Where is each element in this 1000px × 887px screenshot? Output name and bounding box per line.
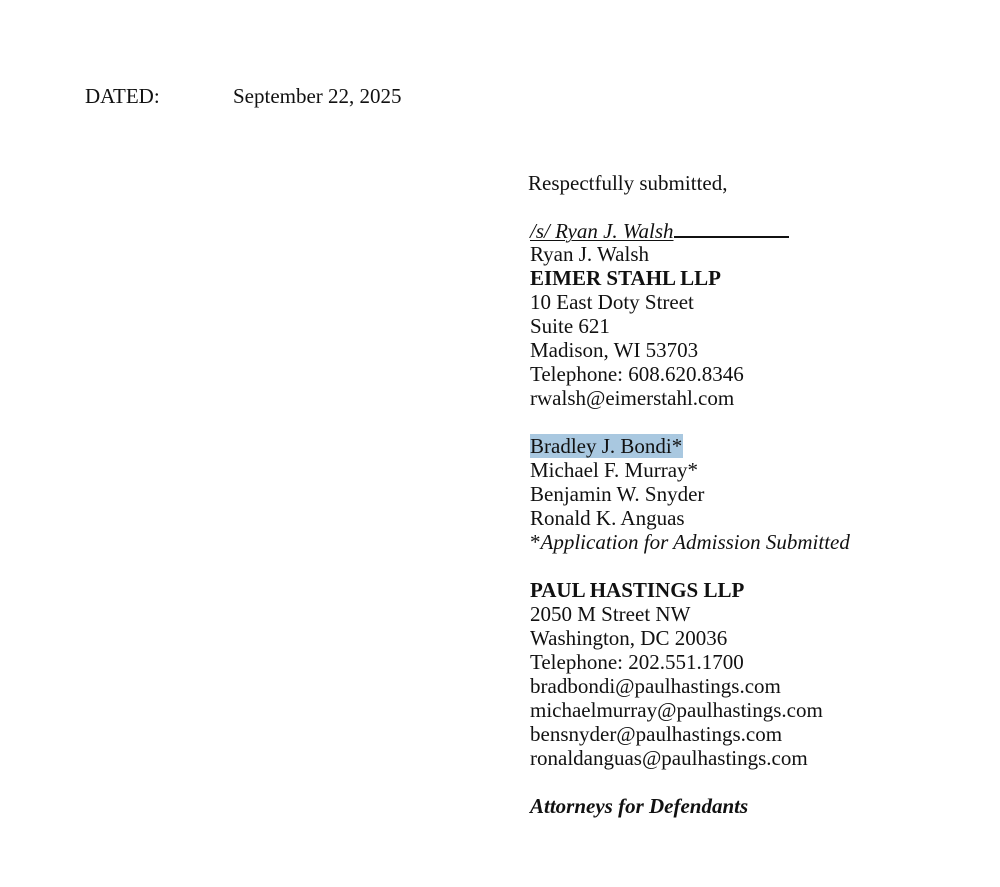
ph-address-line1: 2050 M Street NW [530, 602, 691, 626]
attorneys-role: Attorneys for Defendants [530, 794, 749, 818]
footnote-marker: * [530, 530, 541, 554]
ph-email-murray[interactable]: michaelmurray@paulhastings.com [530, 698, 823, 722]
attorney-name-walsh: Ryan J. Walsh [530, 242, 649, 266]
firm-name-paul-hastings: PAUL HASTINGS LLP [530, 578, 745, 602]
attorney-name-murray: Michael F. Murray* [530, 458, 699, 482]
ph-email-snyder[interactable]: bensnyder@paulhastings.com [530, 722, 783, 746]
eimer-address-line1: 10 East Doty Street [530, 290, 694, 314]
eimer-city-state-zip: Madison, WI 53703 [530, 338, 699, 362]
spacer [530, 770, 850, 794]
dated-value: September 22, 2025 [233, 84, 402, 108]
signature-block [530, 218, 850, 818]
signature-line [530, 218, 850, 242]
electronic-signature: /s/ Ryan J. Walsh [530, 219, 674, 243]
spacer [530, 410, 850, 434]
attorney-name-snyder: Benjamin W. Snyder [530, 482, 705, 506]
spacer [530, 554, 850, 578]
eimer-telephone: Telephone: 608.620.8346 [530, 362, 744, 386]
selected-text-highlight[interactable]: Bradley J. Bondi* [530, 434, 683, 458]
ph-city-state-zip: Washington, DC 20036 [530, 626, 728, 650]
dated-label: DATED: [85, 84, 160, 108]
eimer-address-line2: Suite 621 [530, 314, 610, 338]
ph-email-bondi[interactable]: bradbondi@paulhastings.com [530, 674, 781, 698]
attorney-name-bondi[interactable] [530, 434, 850, 458]
closing-salutation: Respectfully submitted, [528, 171, 728, 195]
signature-rule [674, 218, 789, 238]
admission-footnote [530, 530, 850, 554]
footnote-text: Application for Admission Submitted [540, 530, 850, 554]
ph-telephone: Telephone: 202.551.1700 [530, 650, 744, 674]
ph-email-anguas[interactable]: ronaldanguas@paulhastings.com [530, 746, 808, 770]
eimer-email[interactable]: rwalsh@eimerstahl.com [530, 386, 735, 410]
attorney-name-anguas: Ronald K. Anguas [530, 506, 685, 530]
firm-name-eimer-stahl: EIMER STAHL LLP [530, 266, 721, 290]
